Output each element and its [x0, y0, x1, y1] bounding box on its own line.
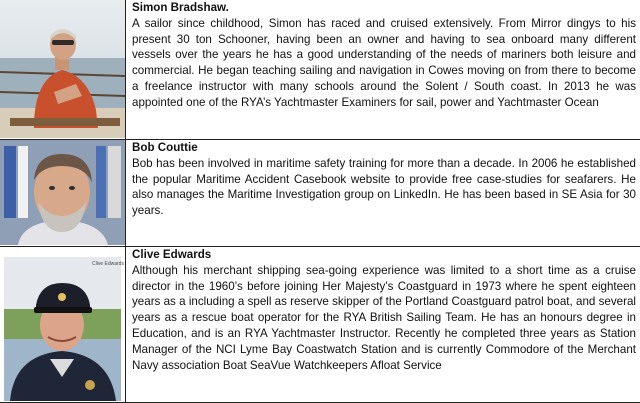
person-bio: Although his merchant shipping sea-going experience was limited to a short time as a cruise director in the 1960’s before joining Her Majesty’s Coastguard in 1973 where he spent eighteen years as a including a spell as reserve skipper of the Portland Coastguard patrol boat, and several years as a rescue boat operator for the RYA British Sailing Team. He has an honours degree in Education, and is an RYA Yachtmaster Instructor. Recently he completed three years as Station Manager of the NCI Lyme Bay Coastwatch Station and is currently Commodore of the Merchant Navy association Boat SeaVue Watchkeepers Afloat Service — [132, 263, 636, 374]
sailor-on-boat-photo — [0, 0, 125, 138]
bio-row-clive — [0, 247, 640, 403]
person-name: Clive Edwards — [132, 247, 636, 263]
photo-caption: Clive Edwards — [92, 261, 124, 267]
person-name: Bob Couttie — [132, 140, 636, 156]
photo-cell — [0, 0, 126, 140]
photo-cell — [0, 140, 126, 247]
person-name: Simon Bradshaw. — [132, 0, 636, 16]
bio-row-bob — [0, 140, 640, 247]
bearded-man-portrait — [0, 140, 125, 245]
bio-row-simon — [0, 0, 640, 140]
captain-cap-portrait — [0, 247, 125, 401]
person-bio: A sailor since childhood, Simon has raced and cruised extensively. From Mirror dingys to his present 30 ton Schooner, having been an owner and having to sea onboard many different vessels over the years he has a good understanding of the needs of mariners both leisure and commercial. He began teaching sailing and navigation in Cowes moving on from there to become a freelance instructor with many schools around the Solent / South coast. In 2013 he was appointed one of the RYA’s Yachtmaster Examiners for sail, power and Yachtmaster Ocean — [132, 16, 636, 111]
bio-text-cell — [126, 247, 640, 403]
bio-text-cell — [126, 140, 640, 247]
person-bio: Bob has been involved in maritime safety training for more than a decade. In 2006 he established the popular Maritime Accident Casebook website to provide free case-studies for seafarers. He also manages the Maritime Investigation group on LinkedIn. He has been based in SE Asia for 30 years. — [132, 156, 636, 219]
bio-text-cell — [126, 0, 640, 140]
photo-cell — [0, 247, 126, 403]
